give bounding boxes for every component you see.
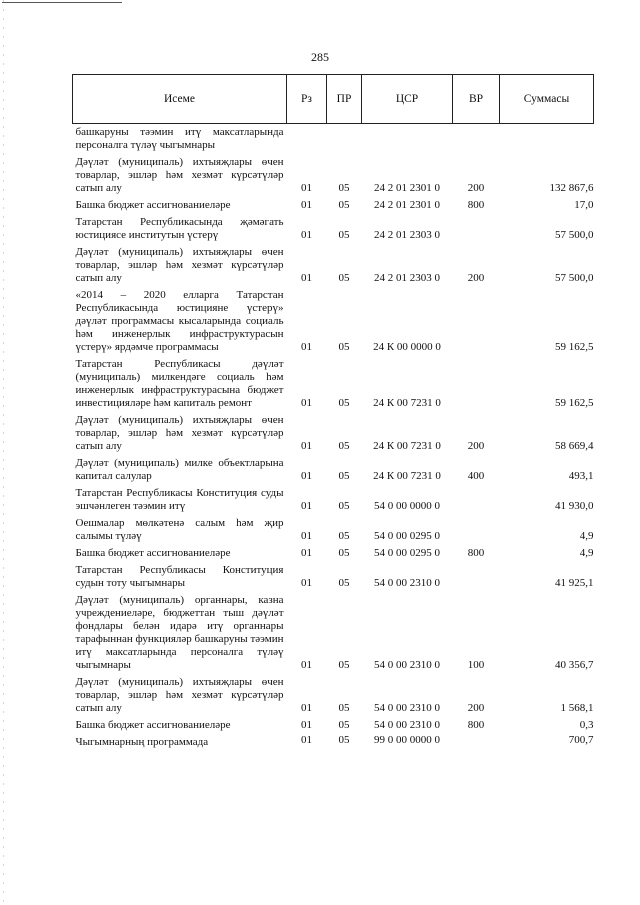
row-vr: 800: [467, 199, 485, 211]
table-row: [73, 562, 594, 592]
table-row: [73, 545, 594, 562]
table-row: [73, 515, 594, 545]
header-csr: ЦСР: [362, 75, 453, 124]
table-row: [73, 287, 594, 356]
row-vr: 200: [467, 440, 485, 452]
row-csr: 54 0 00 0295 0: [374, 547, 440, 559]
row-vr: 800: [467, 719, 485, 731]
scan-edge-dots: [3, 0, 4, 905]
table-row: [73, 356, 594, 412]
row-rz: 01: [301, 530, 312, 542]
row-sum: 41 925,1: [555, 577, 594, 589]
row-csr: 54 0 00 0000 0: [374, 500, 440, 512]
row-sum: 59 162,5: [555, 397, 594, 409]
row-rz: 01: [301, 577, 312, 589]
row-sum: 17,0: [574, 199, 594, 211]
row-rz: 01: [301, 659, 312, 671]
row-name: Дәүләт (муниципаль) ихтыяҗлары өчен товарлар, эшләр һәм хезмәт күрсәтүләр сатып алу: [75, 414, 284, 452]
row-csr: 54 0 00 2310 0: [374, 577, 440, 589]
row-name: Дәүләт (муниципаль) ихтыяҗлары өчен товарлар, эшләр һәм хезмәт күрсәтүләр сатып алу: [75, 156, 284, 194]
row-pr: 05: [338, 397, 350, 409]
table-row: [73, 124, 594, 155]
table-row: [73, 717, 594, 734]
header-rz: Рз: [287, 75, 327, 124]
row-sum: 40 356,7: [555, 659, 594, 671]
row-name: Татарстан Республикасы Конституция судын тоту чыгымнары: [75, 564, 284, 589]
table-row: [73, 412, 594, 455]
row-csr: 24 К 00 7231 0: [373, 397, 441, 409]
row-sum: 4,9: [579, 530, 594, 542]
row-rz: 01: [301, 272, 312, 284]
header-pr: ПР: [327, 75, 362, 124]
row-pr: 05: [338, 734, 350, 746]
header-name: Исеме: [73, 75, 287, 124]
row-pr: 05: [338, 199, 350, 211]
row-sum: 1 568,1: [560, 702, 594, 714]
table-row: [73, 244, 594, 287]
row-pr: 05: [338, 547, 350, 559]
row-name: Дәүләт (муниципаль) милке объектларына капитал салулар: [75, 457, 284, 482]
row-csr: 54 0 00 2310 0: [374, 719, 440, 731]
row-rz: 01: [301, 199, 312, 211]
row-vr: 200: [467, 702, 485, 714]
table-row: [73, 154, 594, 197]
table-row: [73, 592, 594, 674]
row-sum: 0,3: [579, 719, 594, 731]
row-rz: 01: [301, 229, 312, 241]
row-pr: [327, 124, 362, 155]
row-pr: 05: [338, 440, 350, 452]
row-csr: 24 2 01 2301 0: [374, 182, 440, 194]
row-pr: 05: [338, 272, 350, 284]
row-csr: 24 К 00 7231 0: [373, 470, 441, 482]
row-rz: 01: [301, 470, 312, 482]
table-row: [73, 455, 594, 485]
table-row: [73, 734, 594, 751]
table-row: [73, 485, 594, 515]
row-sum: 41 930,0: [555, 500, 594, 512]
row-vr: 200: [467, 182, 485, 194]
row-csr: 24 2 01 2301 0: [374, 199, 440, 211]
row-rz: 01: [301, 702, 312, 714]
row-name: Оешмалар мөлкәтенә салым һәм җир салымы түләү: [75, 517, 284, 542]
row-rz: 01: [301, 341, 312, 353]
row-csr: 24 К 00 0000 0: [373, 341, 441, 353]
header-sum: Суммасы: [500, 75, 594, 124]
row-pr: 05: [338, 500, 350, 512]
row-vr: [453, 124, 500, 155]
row-vr: [453, 485, 500, 515]
row-rz: [287, 124, 327, 155]
row-pr: 05: [338, 530, 350, 542]
row-rz: 01: [301, 547, 312, 559]
row-vr: [453, 356, 500, 412]
row-name: Башка бюджет ассигнованиеләре: [75, 547, 231, 559]
row-vr: 100: [467, 659, 485, 671]
row-csr: 54 0 00 0295 0: [374, 530, 440, 542]
row-pr: 05: [338, 577, 350, 589]
row-vr: [453, 515, 500, 545]
row-csr: 54 0 00 2310 0: [374, 702, 440, 714]
row-vr: 200: [467, 272, 485, 284]
row-pr: 05: [338, 182, 350, 194]
row-sum: 57 500,0: [555, 229, 594, 241]
row-sum: 493,1: [568, 470, 594, 482]
row-name: Дәүләт (муниципаль) органнары, казна учреждениеләре, бюджеттан тыш дәүләт фондлары белән идарә итү органнары тарафыннан функцияләр башкаруны тәэмин итү максатларында персоналга түләү чыгымнары: [75, 594, 284, 671]
table-row: [73, 197, 594, 214]
row-csr: 54 0 00 2310 0: [374, 659, 440, 671]
table-row: [73, 674, 594, 717]
page-number: 285: [311, 50, 329, 64]
row-sum: [500, 124, 594, 155]
row-name: Башка бюджет ассигнованиеләре: [75, 719, 231, 731]
row-csr: [362, 124, 453, 155]
row-vr: [453, 562, 500, 592]
row-vr: 800: [467, 547, 485, 559]
row-pr: 05: [338, 719, 350, 731]
row-sum: 132 867,6: [549, 182, 594, 194]
row-rz: 01: [301, 182, 312, 194]
row-pr: 05: [338, 470, 350, 482]
row-csr: 24 К 00 7231 0: [373, 440, 441, 452]
row-pr: 05: [338, 341, 350, 353]
row-vr: [453, 214, 500, 244]
row-csr: 24 2 01 2303 0: [374, 272, 440, 284]
row-name: Татарстан Республикасы Конституция суды эшчәнлеген тәэмин итү: [75, 487, 284, 512]
row-sum: 58 669,4: [555, 440, 594, 452]
row-csr: 99 0 00 0000 0: [374, 734, 440, 746]
scan-edge-line: [2, 2, 122, 3]
row-name: башкаруны тәэмин итү максатларында персоналга түләү чыгымнары: [75, 126, 284, 151]
row-name: Татарстан Республикасында җәмәгать юстициясе институтын үстерү: [75, 216, 284, 241]
table-body: [73, 124, 594, 752]
row-rz: 01: [301, 719, 312, 731]
row-sum: 59 162,5: [555, 341, 594, 353]
row-pr: 05: [338, 702, 350, 714]
row-csr: 24 2 01 2303 0: [374, 229, 440, 241]
row-vr: [453, 287, 500, 356]
row-pr: 05: [338, 659, 350, 671]
row-name: Чыгымнарның программада: [75, 736, 209, 748]
row-rz: 01: [301, 397, 312, 409]
row-sum: 57 500,0: [555, 272, 594, 284]
table-row: [73, 214, 594, 244]
row-sum: 700,7: [568, 734, 594, 746]
table-header: [73, 75, 594, 124]
row-sum: 4,9: [579, 547, 594, 559]
row-name: Татарстан Республикасы дәүләт (муниципаль) милкендәге социаль һәм инженерлык инфраструктурасына бюджет инвестицияләре һәм капиталь ремонт: [75, 358, 284, 409]
row-name: «2014 – 2020 елларга Татарстан Республикасында юстицияне үстерү» дәүләт программасы кысаларында социаль һәм инженерлык инфраструктурасын үстерү» ярдәмче программасы: [75, 289, 284, 353]
row-name: Дәүләт (муниципаль) ихтыяҗлары өчен товарлар, эшләр һәм хезмәт күрсәтүләр сатып алу: [75, 676, 284, 714]
row-rz: 01: [301, 500, 312, 512]
row-name: Башка бюджет ассигнованиеләре: [75, 199, 231, 211]
row-name: Дәүләт (муниципаль) ихтыяҗлары өчен товарлар, эшләр һәм хезмәт күрсәтүләр сатып алу: [75, 246, 284, 284]
row-vr: 400: [467, 470, 485, 482]
header-vr: ВР: [453, 75, 500, 124]
row-rz: 01: [301, 440, 312, 452]
row-pr: 05: [338, 229, 350, 241]
budget-table: [72, 74, 594, 751]
row-rz: 01: [301, 734, 312, 746]
row-vr: [453, 734, 500, 751]
